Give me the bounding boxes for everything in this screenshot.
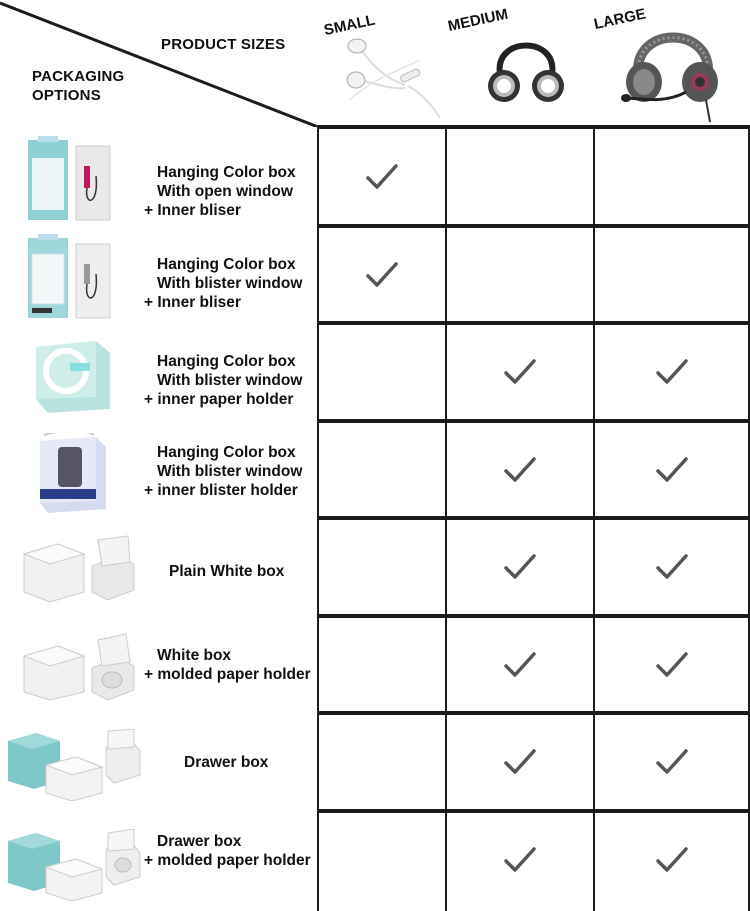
packaging-option-line: + molded paper holder: [144, 852, 311, 869]
white-box-molded-holder-image: [18, 632, 138, 702]
check-cell-large: [595, 715, 748, 809]
packaging-option-label: [184, 753, 268, 772]
folding-headphones-image: [486, 26, 566, 110]
check-cell-small: [319, 618, 445, 711]
check-cell-large: [595, 129, 748, 224]
checkmark-icon: [655, 456, 689, 484]
table-row: [0, 325, 750, 419]
packaging-option: [0, 129, 318, 224]
checkmark-icon: [655, 358, 689, 386]
check-cell-medium: [447, 423, 593, 516]
packaging-option-label: [144, 832, 311, 870]
packaging-options-heading: [32, 67, 142, 105]
packaging-option-label: [169, 562, 284, 581]
product-sizes-heading: PRODUCT SIZES: [161, 36, 286, 53]
packaging-option: [0, 618, 318, 711]
check-cell-small: [319, 813, 445, 907]
packaging-option-line: White box: [157, 647, 232, 664]
earphones-image: [330, 30, 445, 120]
packaging-option-label: [144, 163, 296, 220]
packaging-option-label: [144, 646, 311, 684]
check-cell-medium: [447, 129, 593, 224]
packaging-option-line: With blister window: [157, 463, 303, 480]
packaging-option-line: Hanging Color box: [157, 164, 296, 181]
drawer-box-image: [6, 729, 142, 801]
table-header: [0, 0, 750, 127]
header-diagonal-divider: [0, 0, 318, 127]
packaging-option-line: + Inner bliser: [144, 202, 241, 219]
hanging-box-blister-window-image: [24, 234, 114, 320]
packaging-option-line: Hanging Color box: [157, 353, 296, 370]
packaging-option-label: [144, 352, 302, 409]
packaging-option-line: + Inner bliser: [144, 294, 241, 311]
checkmark-icon: [655, 651, 689, 679]
packaging-option-line: With blister window: [157, 275, 303, 292]
table-row: [0, 129, 750, 224]
check-cell-small: [319, 129, 445, 224]
plain-white-box-image: [18, 534, 138, 604]
packaging-option: [0, 813, 318, 911]
packaging-heading-line-1: PACKAGING: [32, 68, 125, 85]
check-cell-small: [319, 325, 445, 419]
table-row: [0, 228, 750, 321]
packaging-option: [0, 520, 318, 614]
packaging-option-line: Hanging Color box: [157, 444, 296, 461]
table-row: [0, 423, 750, 516]
checkmark-icon: [655, 846, 689, 874]
check-cell-large: [595, 813, 748, 907]
checkmark-icon: [503, 846, 537, 874]
packaging-option: [0, 423, 318, 516]
size-label-medium: MEDIUM: [446, 5, 510, 35]
size-column-small: [318, 0, 446, 127]
check-cell-large: [595, 325, 748, 419]
checkmark-icon: [655, 553, 689, 581]
checkmark-icon: [503, 358, 537, 386]
table-row: [0, 813, 750, 911]
packaging-option-line: With blister window: [157, 372, 303, 389]
packaging-option-label: [144, 443, 302, 500]
checkmark-icon: [503, 748, 537, 776]
blister-box-paper-holder-image: [30, 337, 120, 413]
check-cell-small: [319, 423, 445, 516]
check-cell-small: [319, 715, 445, 809]
packaging-option-line: + molded paper holder: [144, 666, 311, 683]
gaming-headset-image: [618, 22, 728, 124]
packaging-option-line: Drawer box: [184, 754, 269, 771]
size-column-large: [594, 0, 750, 127]
size-label-small: SMALL: [322, 11, 377, 39]
check-cell-medium: [447, 813, 593, 907]
size-column-medium: [446, 0, 594, 127]
checkmark-icon: [503, 456, 537, 484]
check-cell-medium: [447, 228, 593, 321]
check-cell-large: [595, 618, 748, 711]
packaging-option-line: With open window: [157, 183, 293, 200]
packaging-option-line: Drawer box: [157, 833, 242, 850]
hanging-box-open-window-image: [24, 136, 114, 222]
check-cell-medium: [447, 325, 593, 419]
check-cell-large: [595, 228, 748, 321]
check-cell-small: [319, 520, 445, 614]
packaging-option-line: Plain White box: [169, 563, 285, 580]
check-cell-large: [595, 520, 748, 614]
table-row: [0, 715, 750, 809]
check-cell-medium: [447, 520, 593, 614]
check-cell-small: [319, 228, 445, 321]
check-cell-medium: [447, 715, 593, 809]
packaging-heading-line-2: OPTIONS: [32, 87, 101, 104]
packaging-option: [0, 228, 318, 321]
packaging-option-line: + inner blister holder: [144, 482, 298, 499]
check-cell-large: [595, 423, 748, 516]
packaging-option-label: [144, 255, 302, 312]
checkmark-icon: [503, 651, 537, 679]
checkmark-icon: [655, 748, 689, 776]
size-label-large: LARGE: [592, 5, 648, 33]
packaging-option: [0, 325, 318, 419]
packaging-option: [0, 715, 318, 809]
check-cell-medium: [447, 618, 593, 711]
blister-box-blister-holder-image: [34, 433, 114, 513]
table-row: [0, 618, 750, 711]
packaging-option-line: + inner paper holder: [144, 391, 294, 408]
checkmark-icon: [365, 261, 399, 289]
packaging-option-line: Hanging Color box: [157, 256, 296, 273]
checkmark-icon: [365, 163, 399, 191]
table-row: [0, 520, 750, 614]
drawer-box-molded-holder-image: [6, 829, 142, 901]
checkmark-icon: [503, 553, 537, 581]
